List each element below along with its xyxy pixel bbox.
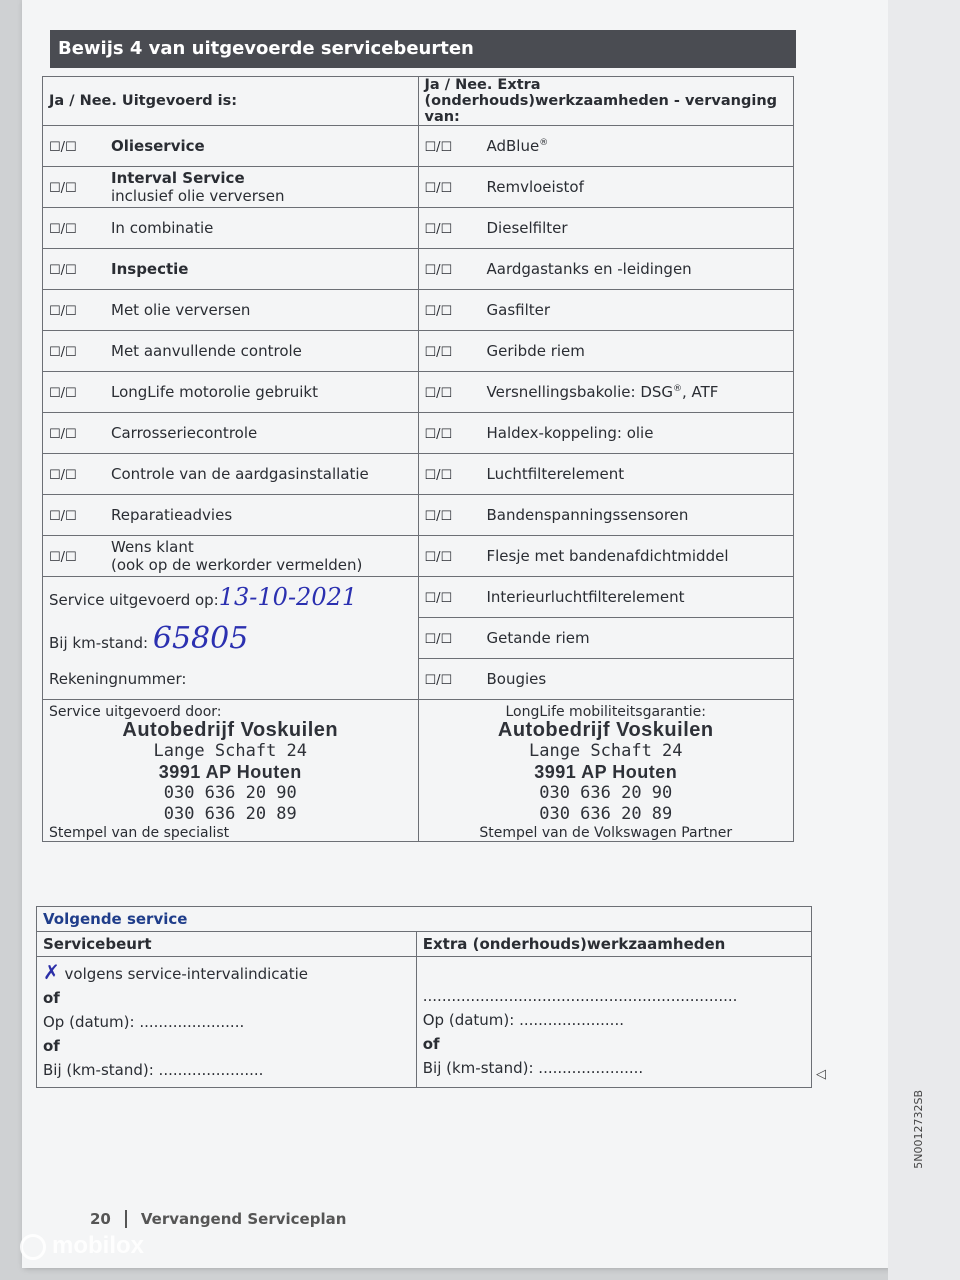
table-row <box>43 208 794 249</box>
km-label: Bij km-stand: <box>49 633 149 652</box>
next-km-field: Bij (km-stand): ...................... <box>43 1061 264 1079</box>
next-service-left <box>37 957 417 1088</box>
watermark-text: mobilox <box>52 1232 145 1259</box>
watermark <box>20 1232 144 1260</box>
left-item <box>43 208 419 249</box>
right-item <box>418 618 794 659</box>
right-item <box>418 126 794 167</box>
item-sublabel: inclusief olie verversen <box>111 187 285 205</box>
yes-no-checkbox[interactable]: ☐/☐ <box>424 262 453 278</box>
item-label: LongLife motorolie gebruikt <box>111 383 318 402</box>
yes-no-checkbox[interactable]: ☐/☐ <box>424 344 453 360</box>
yes-no-checkbox[interactable]: ☐/☐ <box>49 344 77 360</box>
yes-no-checkbox[interactable]: ☐/☐ <box>424 631 453 647</box>
table-row <box>43 536 794 577</box>
item-label: Met olie verversen <box>111 301 251 320</box>
service-date-label: Service uitgevoerd op: <box>49 591 219 610</box>
stamp-city: 3991 AP Houten <box>158 762 302 782</box>
left-item <box>43 454 419 495</box>
right-item <box>418 659 794 700</box>
stamp-cell-left <box>43 700 419 842</box>
stamp-phone: 030 636 20 89 <box>163 804 297 824</box>
left-item <box>43 331 419 372</box>
yes-no-checkbox[interactable]: ☐/☐ <box>424 385 453 401</box>
stamp-phone: 030 636 20 90 <box>539 783 673 803</box>
yes-no-checkbox[interactable]: ☐/☐ <box>49 262 77 278</box>
service-table <box>42 76 794 842</box>
stamp-phone: 030 636 20 89 <box>539 804 673 824</box>
stamp-street: Lange Schaft 24 <box>153 741 308 761</box>
yes-no-checkbox[interactable]: ☐/☐ <box>424 508 453 524</box>
left-item <box>43 536 419 577</box>
table-row <box>43 331 794 372</box>
table-row <box>43 495 794 536</box>
left-item <box>43 290 419 331</box>
interval-label: volgens service-intervalindicatie <box>64 965 309 983</box>
yes-no-checkbox[interactable]: ☐/☐ <box>424 303 453 319</box>
next-service-col2-header: Extra (onderhouds)werkzaamheden <box>416 932 811 957</box>
item-label: Haldex-koppeling: olie <box>486 424 654 443</box>
left-item <box>43 167 419 208</box>
yes-no-checkbox[interactable]: ☐/☐ <box>424 467 453 483</box>
left-item <box>43 372 419 413</box>
table-row <box>43 413 794 454</box>
item-label: Controle van de aardgasinstallatie <box>111 465 369 484</box>
right-item <box>418 167 794 208</box>
item-label: Getande riem <box>486 629 590 648</box>
right-item <box>418 577 794 618</box>
right-item <box>418 208 794 249</box>
item-label: Geribde riem <box>486 342 585 361</box>
yes-no-checkbox[interactable]: ☐/☐ <box>424 139 453 155</box>
yes-no-checkbox[interactable]: ☐/☐ <box>49 508 77 524</box>
table-row <box>43 618 794 659</box>
next-service-title: Volgende service <box>37 907 812 932</box>
stamp-row <box>43 700 794 842</box>
longlife-label: LongLife mobiliteitsgarantie: <box>505 704 706 720</box>
yes-no-checkbox[interactable]: ☐/☐ <box>49 139 77 155</box>
dotted-line: .................................................................. <box>422 987 738 1005</box>
table-row <box>43 126 794 167</box>
left-column-header: Ja / Nee. Uitgevoerd is: <box>43 77 419 126</box>
yes-no-checkbox[interactable]: ☐/☐ <box>49 467 77 483</box>
stamp-name: Autobedrijf Voskuilen <box>122 719 339 741</box>
account-label: Rekeningnummer: <box>49 669 187 688</box>
document-code: 5N0012732SB <box>912 1090 925 1169</box>
next-service-right <box>416 957 811 1088</box>
table-row <box>43 454 794 495</box>
service-date-field <box>43 577 419 618</box>
next-service-table <box>36 906 812 1088</box>
item-label: AdBlue <box>486 137 540 156</box>
registered-icon: ® <box>673 384 683 395</box>
yes-no-checkbox[interactable]: ☐/☐ <box>424 549 453 565</box>
right-item <box>418 249 794 290</box>
item-label: Versnellingsbakolie: DSG <box>486 383 674 402</box>
yes-no-checkbox[interactable]: ☐/☐ <box>49 549 77 565</box>
yes-no-checkbox[interactable]: ☐/☐ <box>424 590 453 606</box>
or-label: of <box>43 1037 60 1055</box>
right-item <box>418 495 794 536</box>
stamp-street: Lange Schaft 24 <box>528 741 683 761</box>
section-header: Bewijs 4 van uitgevoerde servicebeurten <box>50 30 796 68</box>
yes-no-checkbox[interactable]: ☐/☐ <box>424 672 453 688</box>
or-label: of <box>422 1035 440 1053</box>
item-label: Bougies <box>486 670 547 689</box>
next-page-edge <box>888 0 960 1280</box>
item-label: Gasfilter <box>486 301 551 320</box>
yes-no-checkbox[interactable]: ☐/☐ <box>424 426 453 442</box>
page-footer <box>90 1210 346 1228</box>
right-item <box>418 331 794 372</box>
stamp-cell-right <box>418 700 794 842</box>
right-item <box>418 536 794 577</box>
item-label: Aardgastanks en -leidingen <box>486 260 692 279</box>
account-field <box>43 659 419 700</box>
extra-date-field: Op (datum): ...................... <box>422 1011 624 1029</box>
item-label: Wens klant <box>111 538 194 556</box>
watermark-logo-icon <box>20 1234 46 1260</box>
km-value: 65805 <box>152 620 249 656</box>
yes-no-checkbox[interactable]: ☐/☐ <box>49 180 77 196</box>
or-label: of <box>43 989 60 1007</box>
yes-no-checkbox[interactable]: ☐/☐ <box>424 221 453 237</box>
service-date-value: 13-10-2021 <box>218 583 358 612</box>
left-item <box>43 126 419 167</box>
item-label: In combinatie <box>111 219 214 238</box>
stamp-city: 3991 AP Houten <box>534 762 678 782</box>
table-row <box>43 577 794 618</box>
item-label: Bandenspanningssensoren <box>486 506 689 525</box>
registered-icon: ® <box>539 138 549 149</box>
item-label: Luchtfilterelement <box>486 465 625 484</box>
right-item <box>418 413 794 454</box>
table-row <box>43 372 794 413</box>
yes-no-checkbox[interactable]: ☐/☐ <box>49 221 77 237</box>
left-item <box>43 495 419 536</box>
item-label: Dieselfilter <box>486 219 568 238</box>
service-by-label: Service uitgevoerd door: <box>49 704 222 720</box>
next-service-col1-header: Servicebeurt <box>37 932 417 957</box>
right-item <box>418 372 794 413</box>
vw-stamp-label: Stempel van de Volkswagen Partner <box>479 825 733 841</box>
item-label: Interval Service <box>111 169 245 187</box>
extra-km-field: Bij (km-stand): ...................... <box>422 1059 644 1077</box>
item-label: Flesje met bandenafdichtmiddel <box>486 547 729 566</box>
right-item <box>418 290 794 331</box>
left-item <box>43 413 419 454</box>
right-column-header: Ja / Nee. Extra (onderhouds)werkzaamheden - vervanging van: <box>418 77 794 126</box>
item-label: Inspectie <box>111 260 189 279</box>
item-label: Carrosseriecontrole <box>111 424 258 443</box>
dealer-stamp <box>425 720 788 825</box>
km-field <box>43 618 419 659</box>
stamp-phone: 030 636 20 90 <box>163 783 297 803</box>
table-row <box>43 249 794 290</box>
item-label: Reparatieadvies <box>111 506 233 525</box>
item-label: Olieservice <box>111 137 205 156</box>
page-number: 20 <box>90 1210 127 1228</box>
yes-no-checkbox[interactable]: ☐/☐ <box>49 385 77 401</box>
item-label: Remvloeistof <box>486 178 584 197</box>
table-row <box>43 167 794 208</box>
item-label: Interieurluchtfilterelement <box>486 588 685 607</box>
triangle-icon: ◁ <box>816 1067 826 1082</box>
cross-mark-icon: ✗ <box>43 960 60 984</box>
next-date-field: Op (datum): ...................... <box>43 1013 245 1031</box>
item-suffix: , ATF <box>682 383 719 402</box>
yes-no-checkbox[interactable]: ☐/☐ <box>49 426 77 442</box>
yes-no-checkbox[interactable]: ☐/☐ <box>424 180 453 196</box>
left-item <box>43 249 419 290</box>
dealer-stamp-label: Stempel van de specialist <box>49 825 230 841</box>
footer-title: Vervangend Serviceplan <box>140 1210 347 1228</box>
dealer-stamp <box>49 720 412 825</box>
table-row <box>43 290 794 331</box>
item-sublabel: (ook op de werkorder vermelden) <box>111 556 363 574</box>
table-row <box>43 659 794 700</box>
right-item <box>418 454 794 495</box>
yes-no-checkbox[interactable]: ☐/☐ <box>49 303 77 319</box>
item-label: Met aanvullende controle <box>111 342 302 361</box>
stamp-name: Autobedrijf Voskuilen <box>497 719 714 741</box>
